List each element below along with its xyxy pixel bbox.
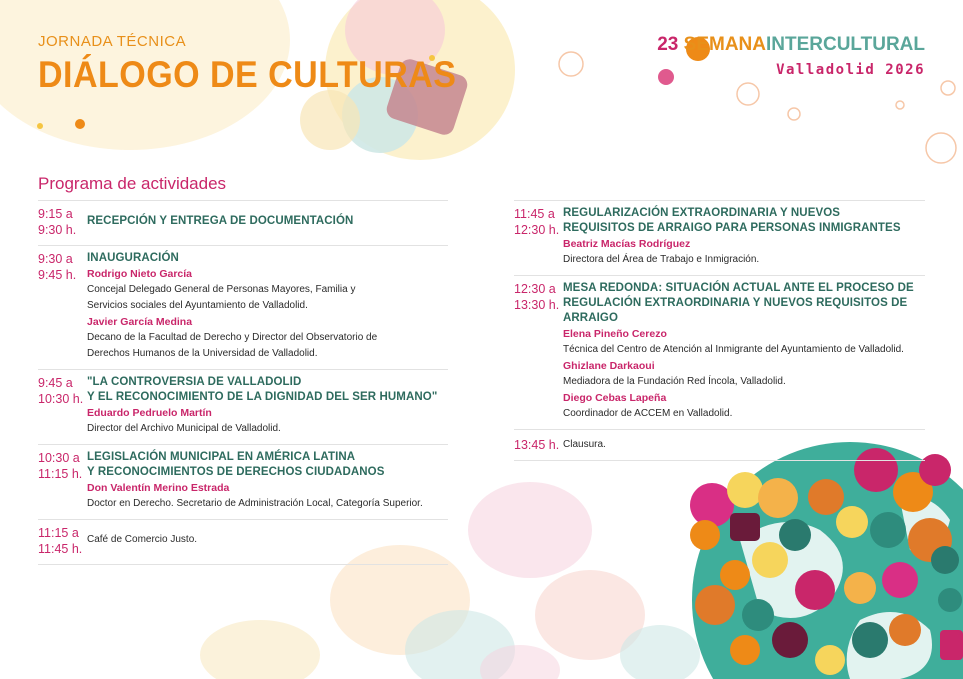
header-kicker: JORNADA TÉCNICA <box>38 33 187 50</box>
schedule-item <box>38 369 448 444</box>
time-range: 13:45 h. <box>514 438 560 452</box>
section-title: Programa de actividades <box>38 174 227 193</box>
schedule-item <box>514 429 925 461</box>
session-title: Y RECONOCIMIENTOS DE DERECHOS CIUDADANOS <box>87 466 385 478</box>
schedule-left-column <box>38 200 448 565</box>
time-range: 11:45 a 12:30 h. <box>514 207 560 237</box>
speaker-role: Derechos Humanos de la Universidad de Valladolid. <box>87 348 318 359</box>
speaker-name: Elena Pineño Cerezo <box>563 328 667 340</box>
speaker-role: Decano de la Facultad de Derecho y Director del Observatorio de <box>87 332 378 343</box>
page-title: DIÁLOGO DE CULTURAS <box>38 54 457 95</box>
session-title: INAUGURACIÓN <box>87 252 179 264</box>
schedule-item <box>38 519 448 565</box>
speaker-role: Mediadora de la Fundación Red Íncola, Valladolid. <box>563 376 786 387</box>
speaker-role: Director del Archivo Municipal de Valladolid. <box>87 423 281 434</box>
session-title: REGULACIÓN EXTRAORDINARIA Y NUEVOS REQUISITOS DE ARRAIGO <box>563 297 908 324</box>
time-range: 11:15 a 11:45 h. <box>38 526 83 556</box>
time-range: 9:45 a 10:30 h. <box>38 376 84 406</box>
speaker-name: Eduardo Pedruelo Martín <box>87 407 212 419</box>
session-title: REQUISITOS DE ARRAIGO PARA PERSONAS INMIGRANTES <box>563 222 901 234</box>
session-title: Y EL RECONOCIMIENTO DE LA DIGNIDAD DEL SER HUMANO" <box>87 391 438 403</box>
schedule-item <box>514 275 925 429</box>
schedule-item <box>38 245 448 369</box>
schedule-item <box>514 200 925 275</box>
schedule-item <box>38 200 448 245</box>
speaker-name: Rodrigo Nieto García <box>87 268 193 280</box>
session-title: REGULARIZACIÓN EXTRAORDINARIA Y NUEVOS <box>563 207 841 219</box>
session-title: RECEPCIÓN Y ENTREGA DE DOCUMENTACIÓN <box>87 215 354 227</box>
speaker-role: Coordinador de ACCEM en Valladolid. <box>563 408 733 419</box>
speaker-role: Técnica del Centro de Atención al Inmigrante del Ayuntamiento de Valladolid. <box>563 344 904 355</box>
time-range: 12:30 a 13:30 h. <box>514 282 560 312</box>
event-number: 23 <box>657 34 679 55</box>
session-note: Café de Comercio Justo. <box>87 534 198 545</box>
speaker-role: Directora del Área de Trabajo e Inmigración. <box>563 254 760 265</box>
session-title: LEGISLACIÓN MUNICIPAL EN AMÉRICA LATINA <box>87 451 356 463</box>
time-range: 10:30 a 11:15 h. <box>38 451 83 481</box>
session-title: "LA CONTROVERSIA DE VALLADOLID <box>87 376 302 388</box>
speaker-name: Javier García Medina <box>87 316 193 328</box>
session-note: Clausura. <box>563 439 606 450</box>
time-range: 9:30 a 9:45 h. <box>38 252 77 282</box>
speaker-name: Don Valentín Merino Estrada <box>87 482 230 494</box>
speaker-role: Doctor en Derecho. Secretario de Administración Local, Categoría Superior. <box>87 498 423 509</box>
speaker-name: Ghizlane Darkaoui <box>563 360 655 372</box>
speaker-role: Concejal Delegado General de Personas Mayores, Familia y <box>87 284 356 295</box>
event-city: Valladolid 2026 <box>776 62 925 78</box>
event-badge <box>657 34 925 78</box>
event-word-semana: SEMANA <box>683 34 766 55</box>
schedule-item <box>38 444 448 519</box>
speaker-role: Servicios sociales del Ayuntamiento de Valladolid. <box>87 300 308 311</box>
speaker-name: Diego Cebas Lapeña <box>563 392 667 404</box>
event-word-intercultural: INTERCULTURAL <box>765 34 925 55</box>
schedule-right-column <box>514 200 925 461</box>
time-range: 9:15 a 9:30 h. <box>38 207 77 237</box>
speaker-name: Beatriz Macías Rodríguez <box>563 238 691 250</box>
session-title: MESA REDONDA: SITUACIÓN ACTUAL ANTE EL PROCESO DE <box>563 282 914 294</box>
